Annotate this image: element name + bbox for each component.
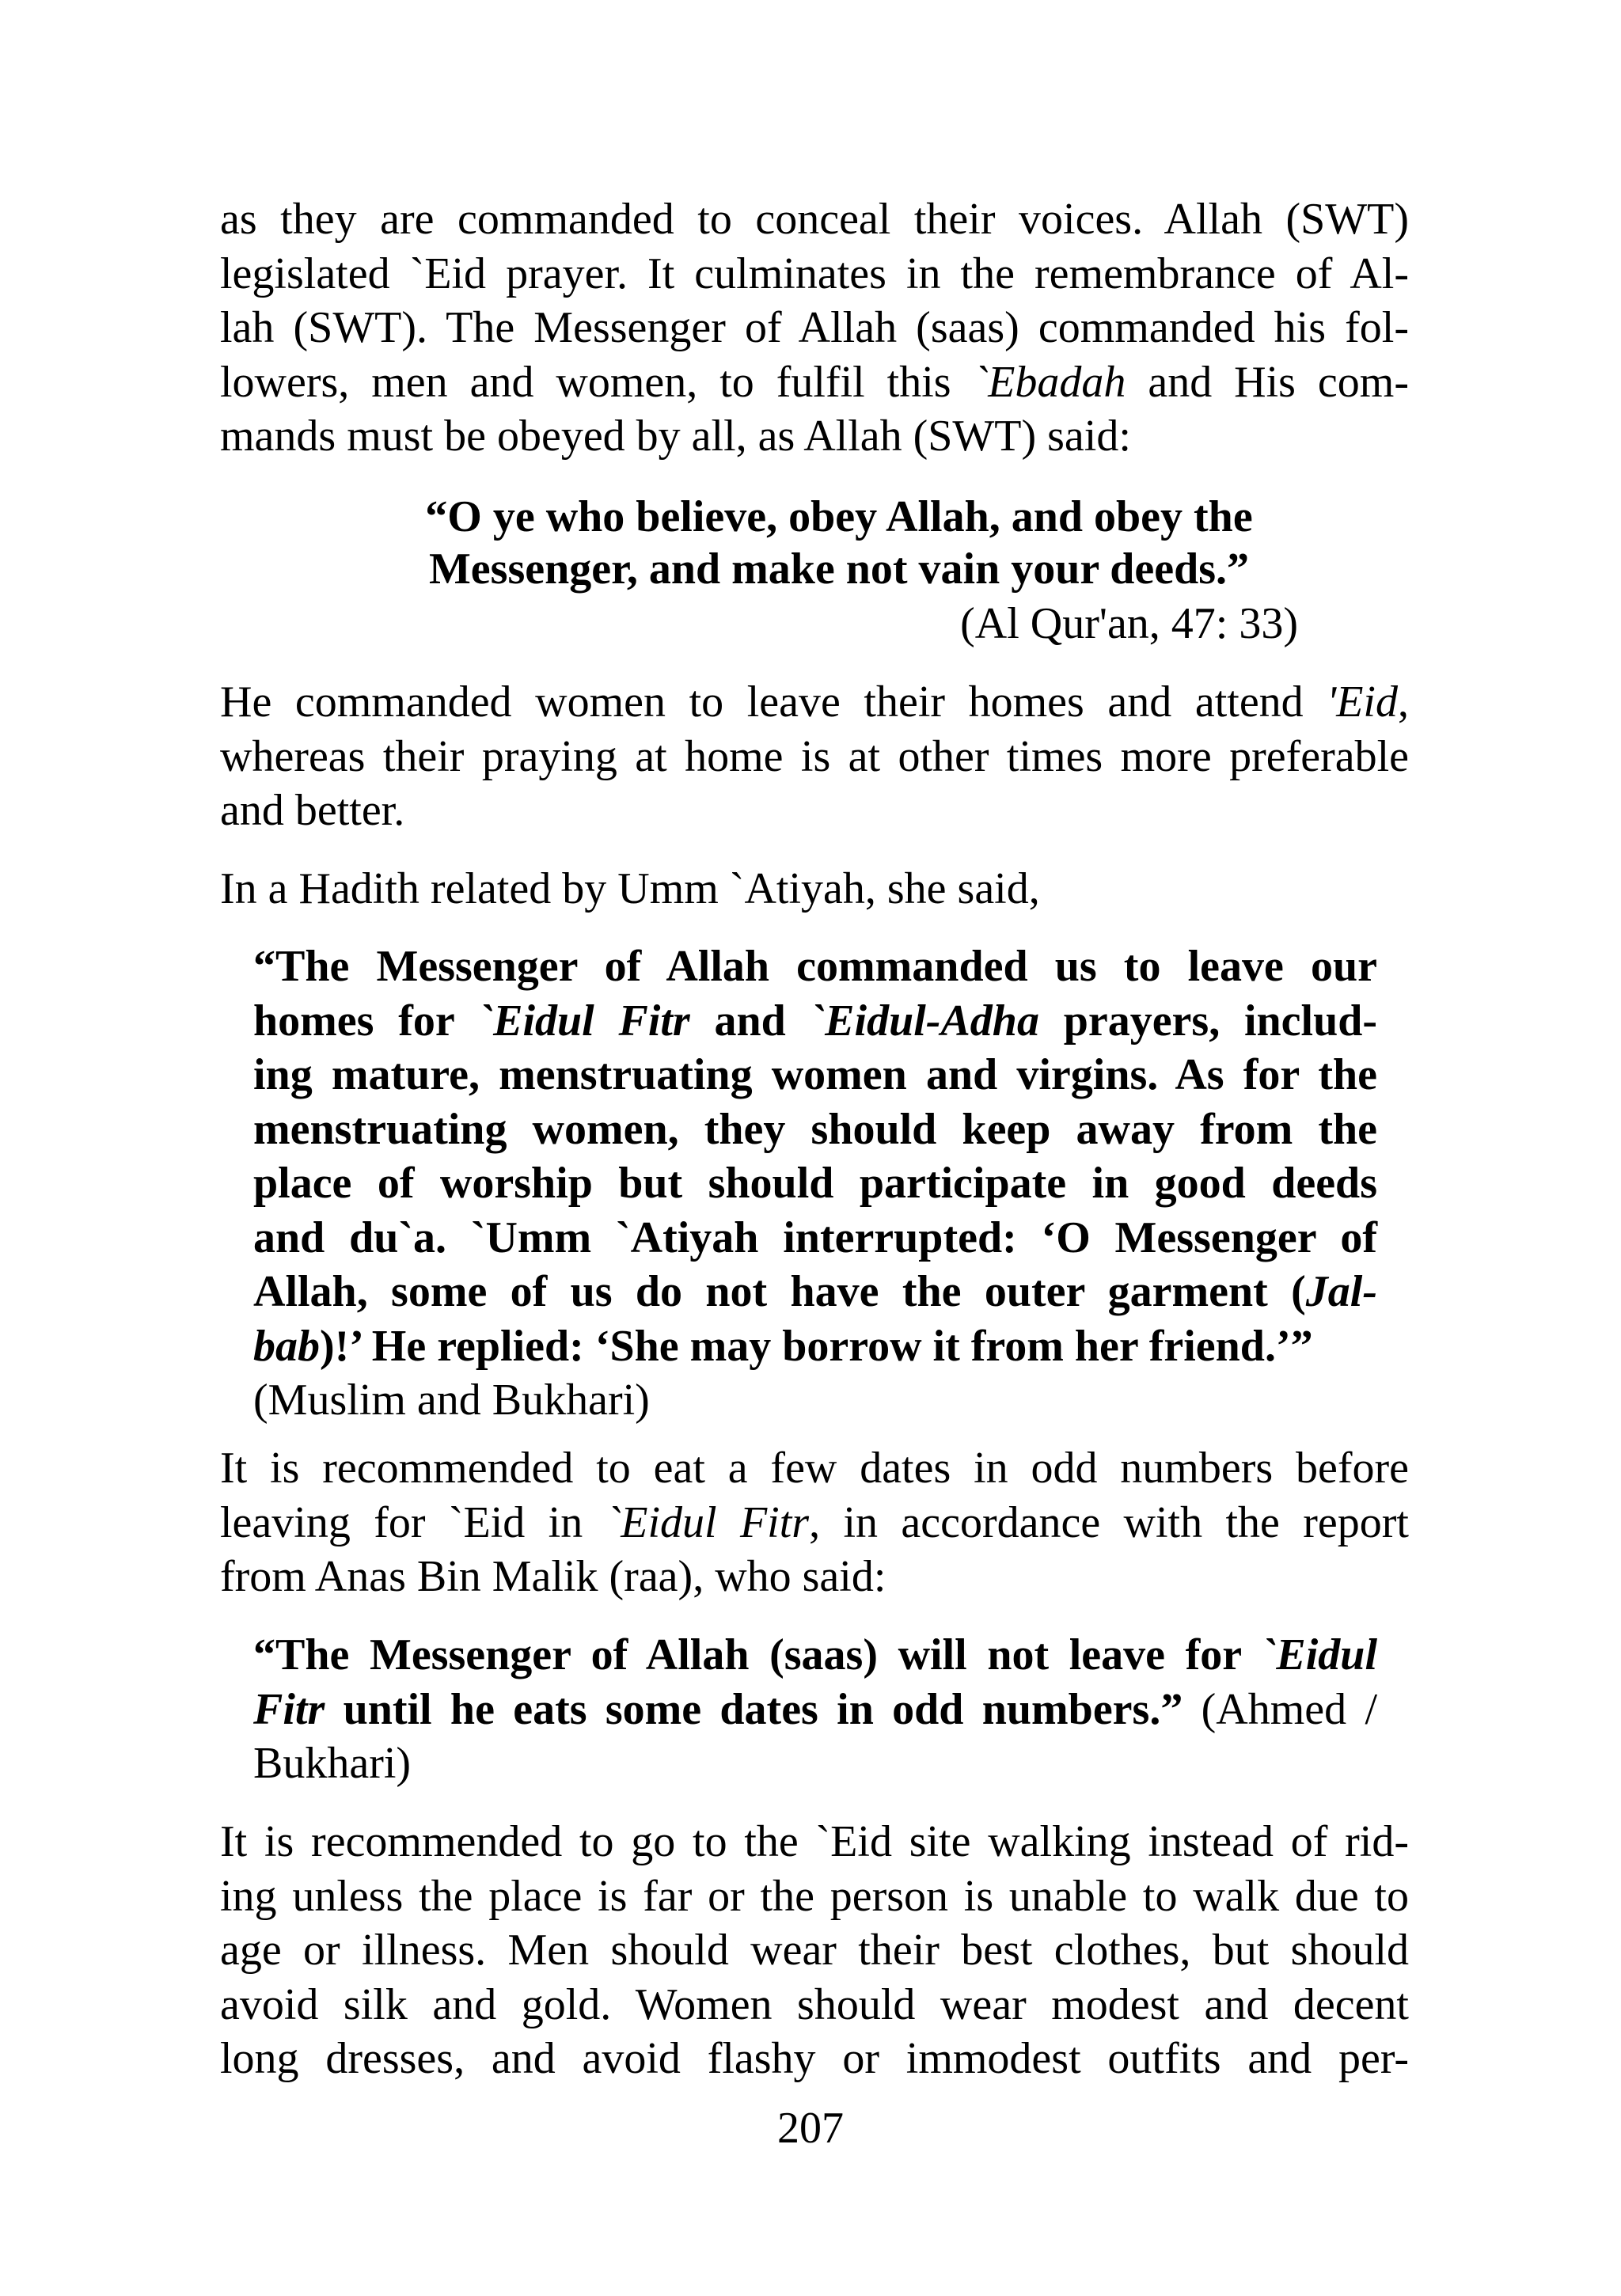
- quote-line: Allah, some of us do not have the outer garment (Jal-: [253, 1267, 1377, 1316]
- paragraph-women-eid: [220, 675, 1409, 838]
- quote-line: bab)!’ He replied: ‘She may borrow it from her friend.’”: [253, 1321, 1313, 1371]
- text-line: avoid silk and gold. Women should wear modest and decent: [220, 1979, 1409, 2029]
- paragraph-intro: [220, 192, 1409, 464]
- text-line: ing unless the place is far or the person is unable to walk due to: [220, 1871, 1409, 1921]
- paragraph-hadith-intro: [220, 862, 1409, 917]
- quote-line: and du`a. `Umm `Atiyah interrupted: ‘O Messenger of: [253, 1213, 1377, 1262]
- quote-line: Bukhari): [253, 1739, 412, 1788]
- verse-citation: (Al Qur'an, 47: 33): [960, 599, 1298, 648]
- hadith-umm-atiyah: [253, 939, 1377, 1428]
- verse-line: Messenger, and make not vain your deeds.”: [428, 545, 1250, 594]
- text-line: legislated `Eid prayer. It culminates in the remembrance of Al-: [220, 249, 1409, 298]
- text-line: leaving for `Eid in `Eidul Fitr, in accordance with the report: [220, 1497, 1409, 1547]
- hadith-anas: [253, 1628, 1377, 1791]
- text-line: as they are commanded to conceal their voices. Allah (SWT): [220, 195, 1409, 244]
- quote-line: “The Messenger of Allah commanded us to leave our: [253, 942, 1377, 991]
- text-line: It is recommended to go to the `Eid site walking instead of rid-: [220, 1817, 1409, 1866]
- quote-line: ing mature, menstruating women and virgins. As for the: [253, 1050, 1377, 1099]
- quote-line: Fitr until he eats some dates in odd numbers.” (Ahmed /: [253, 1684, 1378, 1734]
- text-line: whereas their praying at home is at other times more preferable: [220, 731, 1409, 781]
- text-line: lah (SWT). The Messenger of Allah (saas) commanded his fol-: [220, 303, 1409, 352]
- quote-line: menstruating women, they should keep away from the: [253, 1104, 1377, 1154]
- text-line: age or illness. Men should wear their best clothes, but should: [220, 1926, 1409, 1975]
- quran-verse: [380, 491, 1298, 595]
- text-line: lowers, men and women, to fulfil this `Ebadah and His com-: [220, 357, 1409, 407]
- paragraph-dates: [220, 1441, 1409, 1604]
- page-number: 207: [777, 2104, 844, 2153]
- text-line: In a Hadith related by Umm `Atiyah, she said,: [220, 864, 1040, 913]
- text-line: mands must be obeyed by all, as Allah (SWT) said:: [220, 412, 1131, 461]
- quote-line: homes for `Eidul Fitr and `Eidul-Adha prayers, includ-: [253, 996, 1378, 1046]
- verse-line: “O ye who believe, obey Allah, and obey the: [425, 492, 1253, 541]
- quote-line: place of worship but should participate in good deeds: [253, 1159, 1377, 1208]
- text-line: long dresses, and avoid flashy or immodest outfits and per-: [220, 2034, 1409, 2083]
- text-line: It is recommended to eat a few dates in odd numbers before: [220, 1444, 1409, 1493]
- quote-line: “The Messenger of Allah (saas) will not leave for `Eidul: [253, 1630, 1377, 1679]
- text-line: and better.: [220, 786, 405, 835]
- text-line: from Anas Bin Malik (raa), who said:: [220, 1552, 886, 1601]
- paragraph-walking: [220, 1815, 1409, 2086]
- text-line: He commanded women to leave their homes and attend 'Eid,: [220, 677, 1409, 727]
- hadith-citation: (Muslim and Bukhari): [253, 1376, 650, 1425]
